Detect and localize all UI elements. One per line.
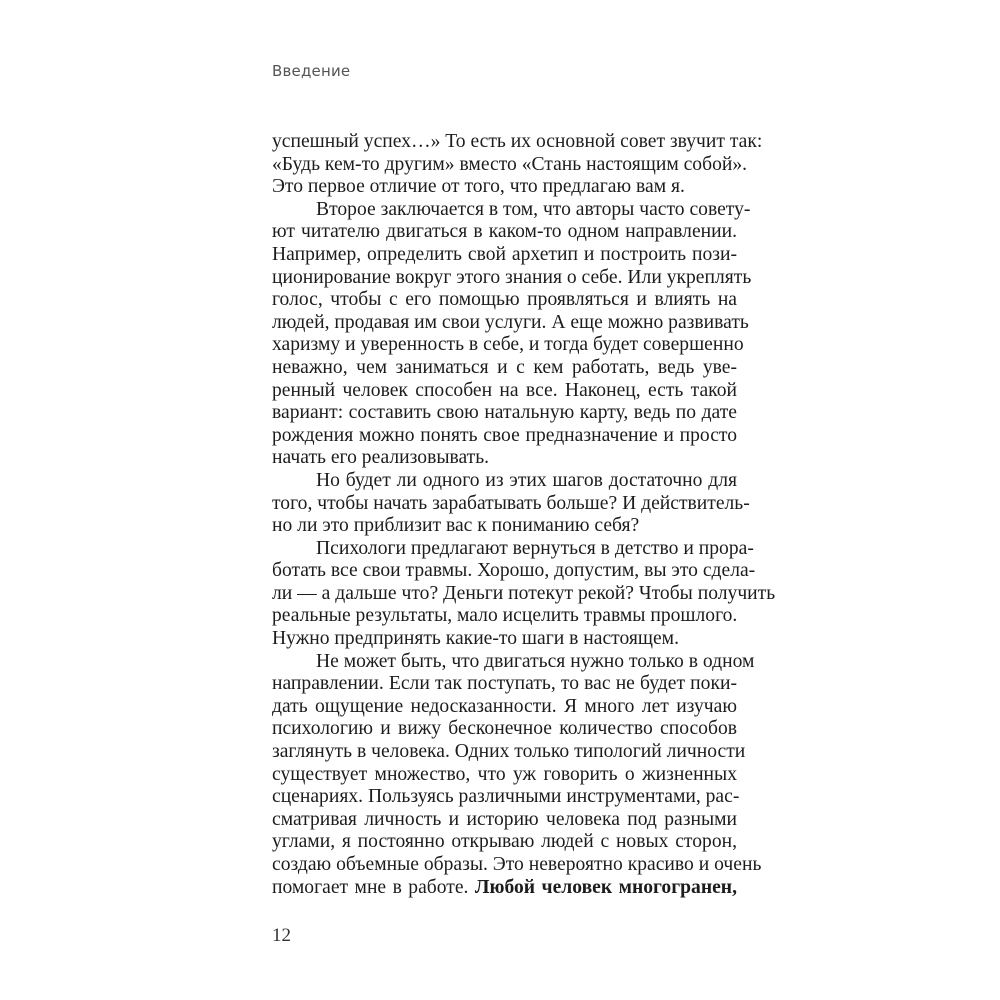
text-line: рождения можно понять свое предназначение и просто	[272, 424, 737, 446]
text-line-with-bold	[272, 877, 737, 900]
text-line: успешный успех…» То есть их основной совет звучит так:	[272, 131, 763, 152]
text-line: неважно, чем заниматься и с кем работать, ведь уве-	[272, 356, 737, 378]
text-line: Например, определить свой архетип и построить пози-	[272, 243, 737, 265]
text-line: ли — а дальше что? Деньги потекут рекой? Чтобы получить	[272, 582, 776, 604]
text-line: Нужно предпринять какие-то шаги в настоящем.	[272, 628, 679, 650]
text-line: сматривая личность и историю человека под разными	[272, 808, 737, 830]
text-line: но ли это приблизит вас к пониманию себя?	[272, 515, 640, 537]
bold-emphasis: Любой человек многогранен,	[474, 876, 737, 898]
text-line: Психологи предлагают вернуться в детство и прора-	[316, 537, 754, 559]
text-line: Но будет ли одного из этих шагов достаточно для	[316, 469, 737, 491]
page-number: 12	[272, 925, 291, 946]
text-line: Это первое отличие от того, что предлагаю вам я.	[272, 176, 685, 198]
running-head: Введение	[272, 62, 351, 80]
text-line: вариант: составить свою натальную карту, ведь по дате	[272, 402, 737, 424]
body-text	[272, 131, 776, 899]
text-line: реальные результаты, мало исцелить травмы прошлого.	[272, 605, 738, 627]
text-line: ботать все свои травмы. Хорошо, допустим, вы это сдела-	[272, 560, 756, 582]
text-line: Не может быть, что двигаться нужно только в одном	[316, 650, 755, 672]
text-line: голос, чтобы с его помощью проявляться и влиять на	[272, 289, 737, 311]
text-line: направлении. Если так поступать, то вас не будет поки-	[272, 673, 737, 695]
text-line: заглянуть в человека. Одних только типологий личности	[272, 741, 746, 763]
text-line: ционирование вокруг этого знания о себе. Или укреплять	[272, 266, 752, 288]
text-line-regular-part: помогает мне в работе.	[272, 876, 469, 898]
text-line: дать ощущение недосказанности. Я много лет изучаю	[272, 695, 737, 717]
text-line: «Будь кем-то другим» вместо «Стань настоящим собой».	[272, 153, 748, 175]
text-line: сценариях. Пользуясь различными инструментами, рас-	[272, 786, 740, 808]
text-line: начать его реализовывать.	[272, 447, 490, 469]
text-line: существует множество, что уж говорить о жизненных	[272, 763, 737, 785]
text-line: того, чтобы начать зарабатывать больше? И действитель-	[272, 492, 750, 514]
text-line: ренный человек способен на все. Наконец, есть такой	[272, 379, 737, 401]
text-line: Второе заключается в том, что авторы часто совету-	[316, 198, 751, 220]
text-line: ют читателю двигаться в каком-то одном направлении.	[272, 221, 737, 243]
text-line: углами, я постоянно открываю людей с новых сторон,	[272, 831, 737, 853]
text-line: психологию и вижу бесконечное количество способов	[272, 718, 737, 740]
text-line: людей, продавая им свои услуги. А еще можно развивать	[272, 311, 749, 333]
text-line: создаю объемные образы. Это невероятно красиво и очень	[272, 854, 762, 875]
text-line: харизму и уверенность в себе, и тогда будет совершенно	[272, 334, 744, 356]
